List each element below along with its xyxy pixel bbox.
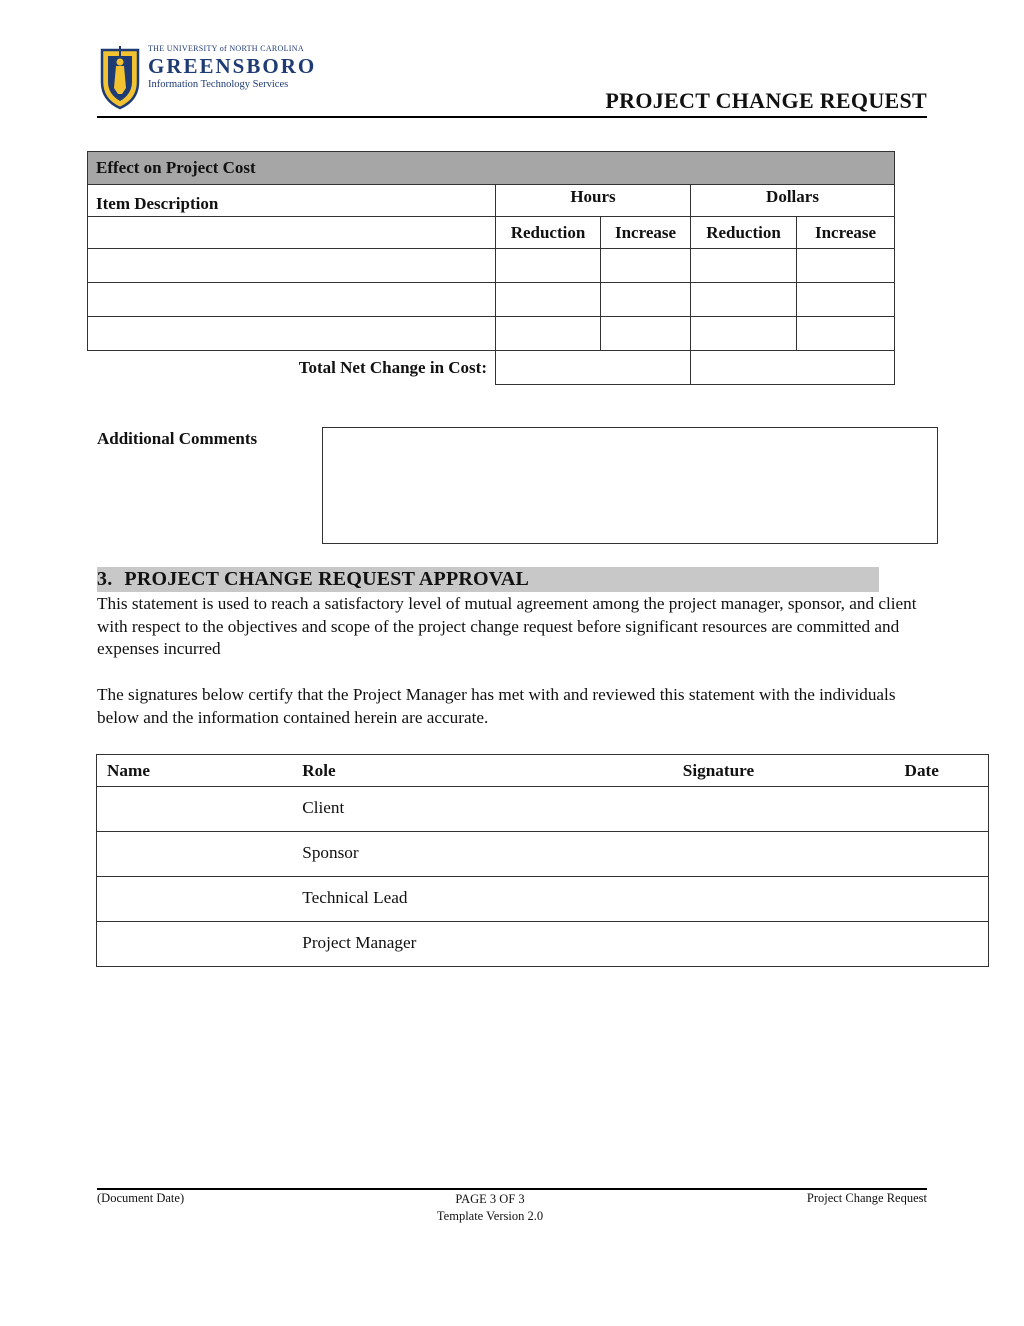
dollars-reduction-cell[interactable]: [691, 249, 797, 283]
name-cell[interactable]: [97, 922, 293, 967]
hours-reduction-cell[interactable]: [496, 249, 601, 283]
signature-row: [97, 877, 989, 922]
date-cell[interactable]: [895, 832, 989, 877]
role-column-header: Role: [292, 755, 673, 787]
header-divider: [97, 116, 927, 118]
logo-department: Information Technology Services: [148, 79, 289, 90]
footer-document-name: Project Change Request: [806, 1191, 927, 1205]
dollars-increase-cell[interactable]: [797, 283, 895, 317]
role-cell: Sponsor: [292, 832, 673, 877]
footer-page-number: PAGE 3 OF 3: [455, 1192, 525, 1206]
dollars-reduction-cell[interactable]: [691, 283, 797, 317]
uncg-its-logo: [98, 44, 318, 112]
section-number: 3.: [97, 568, 113, 590]
signature-table: [96, 754, 989, 967]
hours-increase-cell[interactable]: [601, 249, 691, 283]
hours-reduction-cell[interactable]: [496, 317, 601, 351]
role-cell: Technical Lead: [292, 877, 673, 922]
total-net-change-label: Total Net Change in Cost:: [298, 357, 487, 377]
footer-document-date: (Document Date): [97, 1191, 185, 1205]
document-title: PROJECT CHANGE REQUEST: [605, 88, 927, 113]
cost-row: [88, 249, 895, 283]
dollars-increase-cell[interactable]: [797, 317, 895, 351]
signature-row: [97, 922, 989, 967]
certification-paragraph: The signatures below certify that the Project Manager has met with and reviewed this statement with the individuals below and the information contained herein are accurate.: [97, 685, 896, 727]
item-description-header: Item Description: [88, 185, 496, 217]
date-column-header: Date: [895, 755, 989, 787]
footer-divider: [97, 1188, 927, 1190]
role-cell: Client: [292, 787, 673, 832]
role-cell: Project Manager: [292, 922, 673, 967]
logo-campus: GREENSBORO: [148, 54, 317, 78]
hours-header: Hours: [496, 185, 691, 217]
signature-cell[interactable]: [673, 877, 895, 922]
footer-page-info: [390, 1191, 590, 1225]
item-description-cell[interactable]: [88, 317, 496, 351]
total-dollars-cell[interactable]: [691, 351, 895, 385]
section-heading: [97, 567, 529, 592]
dollars-increase-cell[interactable]: [797, 249, 895, 283]
name-cell[interactable]: [97, 832, 293, 877]
signature-row: [97, 832, 989, 877]
item-description-cell[interactable]: [88, 249, 496, 283]
date-cell[interactable]: [895, 787, 989, 832]
logo-university-line: THE UNIVERSITY of NORTH CAROLINA: [148, 44, 304, 53]
cost-row: [88, 283, 895, 317]
additional-comments-box[interactable]: [322, 427, 938, 544]
project-cost-table: [87, 151, 895, 385]
hours-reduction-cell[interactable]: [496, 283, 601, 317]
footer-template-version: Template Version 2.0: [436, 1209, 544, 1223]
cost-cell[interactable]: [88, 217, 496, 249]
total-hours-cell[interactable]: [496, 351, 691, 385]
hours-increase-cell[interactable]: [601, 317, 691, 351]
name-cell[interactable]: [97, 787, 293, 832]
dollars-reduction-header: Reduction: [691, 217, 797, 249]
university-seal-icon: [98, 44, 142, 110]
hours-increase-header: Increase: [601, 217, 691, 249]
section-title: PROJECT CHANGE REQUEST APPROVAL: [124, 568, 530, 590]
signature-cell[interactable]: [673, 922, 895, 967]
date-cell[interactable]: [895, 877, 989, 922]
hours-increase-cell[interactable]: [601, 283, 691, 317]
cost-table-title: Effect on Project Cost: [88, 152, 895, 185]
hours-reduction-header: Reduction: [496, 217, 601, 249]
dollars-header: Dollars: [691, 185, 895, 217]
dollars-reduction-cell[interactable]: [691, 317, 797, 351]
additional-comments-label: Additional Comments: [97, 429, 258, 448]
dollars-increase-header: Increase: [797, 217, 895, 249]
cost-row: [88, 317, 895, 351]
signature-cell[interactable]: [673, 832, 895, 877]
signature-column-header: Signature: [673, 755, 895, 787]
approval-statement-paragraph: This statement is used to reach a satisfactory level of mutual agreement among the project manager, sponsor, and client with respect to the objectives and scope of the project change request before significant resources are committed and expenses incurred: [97, 594, 917, 658]
item-description-cell[interactable]: [88, 283, 496, 317]
signature-row: [97, 787, 989, 832]
date-cell[interactable]: [895, 922, 989, 967]
name-column-header: Name: [97, 755, 293, 787]
name-cell[interactable]: [97, 877, 293, 922]
signature-cell[interactable]: [673, 787, 895, 832]
